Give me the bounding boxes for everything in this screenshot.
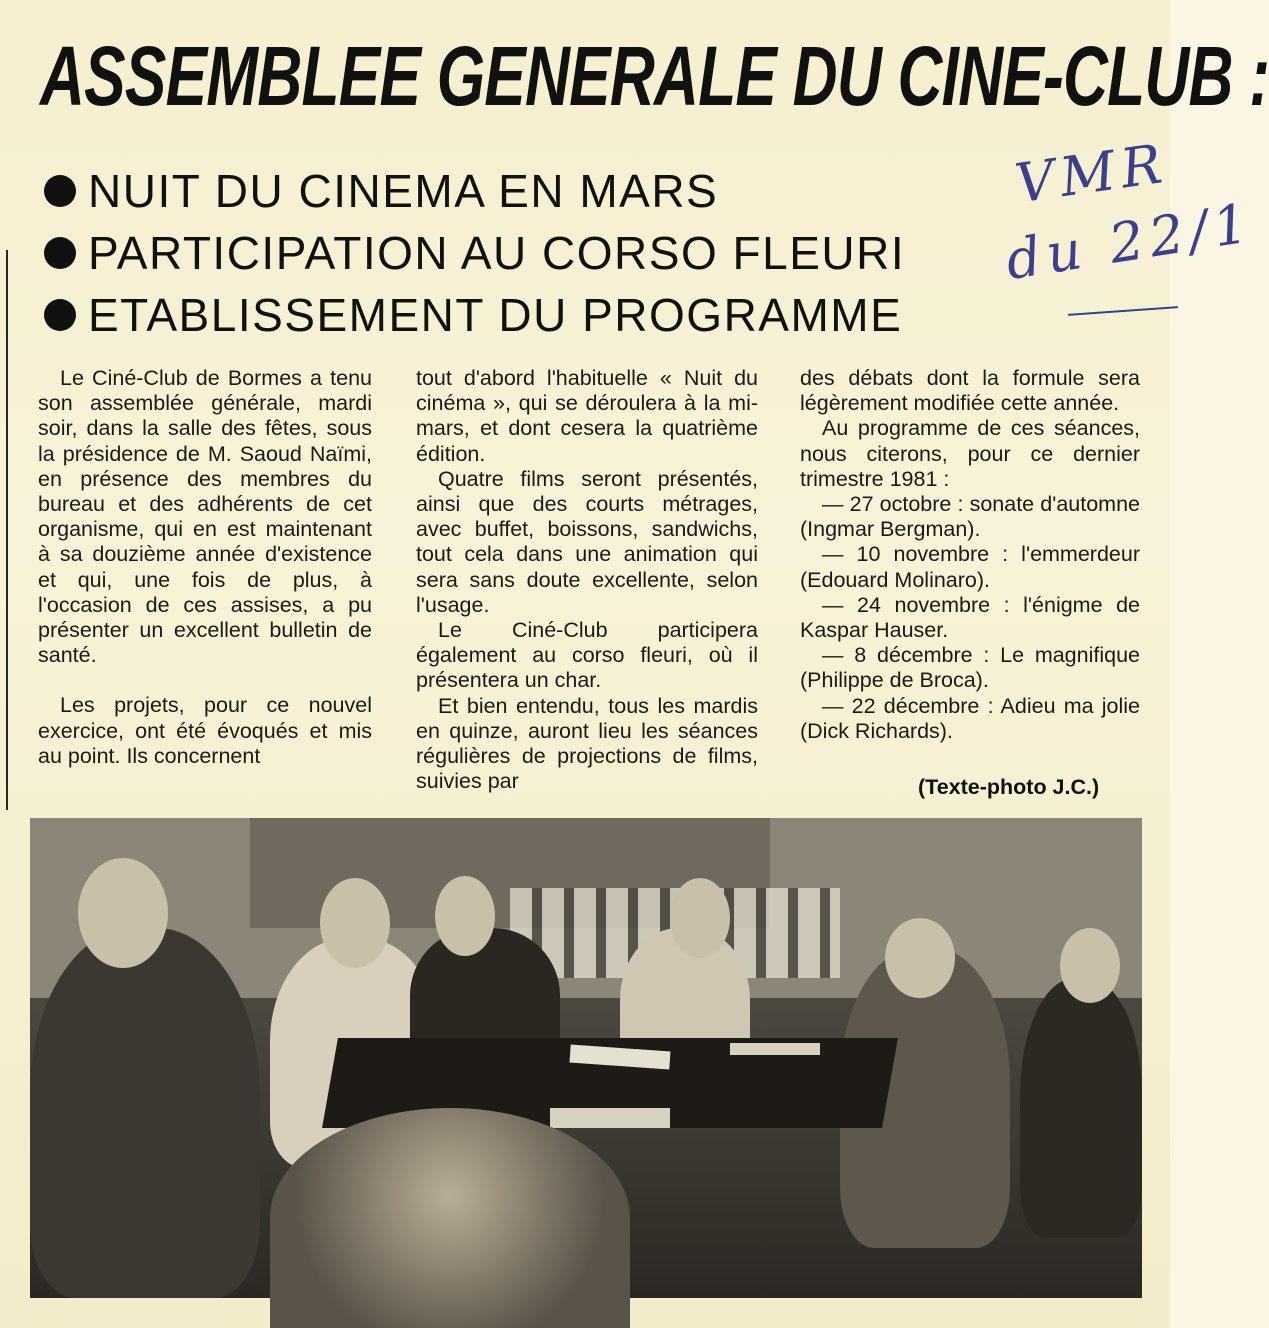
paragraph: Le Ciné-Club participera également au corso fleuri, où il présentera un char. [416,618,758,693]
photo-foreground-head [270,1108,630,1328]
bullet-text: ETABLISSEMENT DU PROGRAMME [88,289,903,341]
paragraph: Au programme de ces séances, nous citerons, pour ce dernier trimestre 1981 : [800,416,1140,491]
photo-person-head [1060,928,1120,1003]
clipping-edge [6,250,8,810]
program-item: — 22 décembre : Adieu ma jolie (Dick Richards). [800,693,1140,743]
program-item: — 24 novembre : l'énigme de Kaspar Hauser. [800,592,1140,643]
bullet-list [44,160,905,346]
handwritten-note-date: du 22/1 [1001,190,1259,293]
photo-person [30,928,260,1298]
bullet-item [44,160,905,222]
bullet-dot-icon [44,237,76,269]
headline: ASSEMBLEE GENERALE DU CINE-CLUB : [40,29,1269,123]
program-item: — 10 novembre : l'emmerdeur (Edouard Molinaro). [800,542,1140,592]
photo-paper [550,1108,670,1128]
handwritten-note-source: VMR [1011,131,1172,216]
article-column-2 [416,366,758,794]
paragraph: Les projets, pour ce nouvel exercice, ont été évoqués et mis au point. Ils concernent [38,693,372,768]
photo-person-head [78,858,168,968]
photo-person-head [670,878,730,958]
article-column-1 [38,366,372,769]
bullet-item [44,222,905,284]
program-item: — 27 octobre : sonate d'automne (Ingmar Bergman). [800,492,1140,542]
bullet-item [44,284,905,346]
paragraph: Quatre films seront présentés, ainsi que des courts métrages, avec buffet, boissons, sandwichs, tout cela dans une animation qui sera sans doute excellente, selon l'usage. [416,466,758,617]
photo-person [1020,978,1142,1238]
bullet-dot-icon [44,299,76,331]
bullet-text: NUIT DU CINEMA EN MARS [88,165,719,217]
photo-person-head [435,876,495,956]
paragraph: des débats dont la formule sera légèrement modifiée cette année. [800,366,1140,416]
handwritten-underline [1068,306,1178,316]
photo-paper [730,1043,820,1055]
paragraph: Et bien entendu, tous les mardis en quinze, auront lieu les séances régulières de projections de films, suivies par [416,693,758,794]
paragraph: Le Ciné-Club de Bormes a tenu son assemblée générale, mardi soir, dans la salle des fêtes, sous la présidence de M. Saoud Naïmi, en présence des membres du bureau et des adhérents de cet organisme, qui en est maintenant à sa douzième année d'existence et qui, une fois de plus, à l'occasion de ces assises, a pu présenter un excellent bulletin de santé. [38,366,372,668]
bullet-dot-icon [44,175,76,207]
photo-credit: (Texte-photo J.C.) [918,775,1100,799]
photo-person-head [320,878,390,968]
meeting-photo [30,818,1142,1298]
paragraph: tout d'abord l'habituelle « Nuit du cinéma », qui se déroulera à la mi-mars, et dont cesera la quatrième édition. [416,366,758,466]
bullet-text: PARTICIPATION AU CORSO FLEURI [88,227,906,279]
photo-person-head [885,918,955,998]
program-item: — 8 décembre : Le magnifique (Philippe de Broca). [800,643,1140,693]
article-column-3 [800,366,1140,744]
